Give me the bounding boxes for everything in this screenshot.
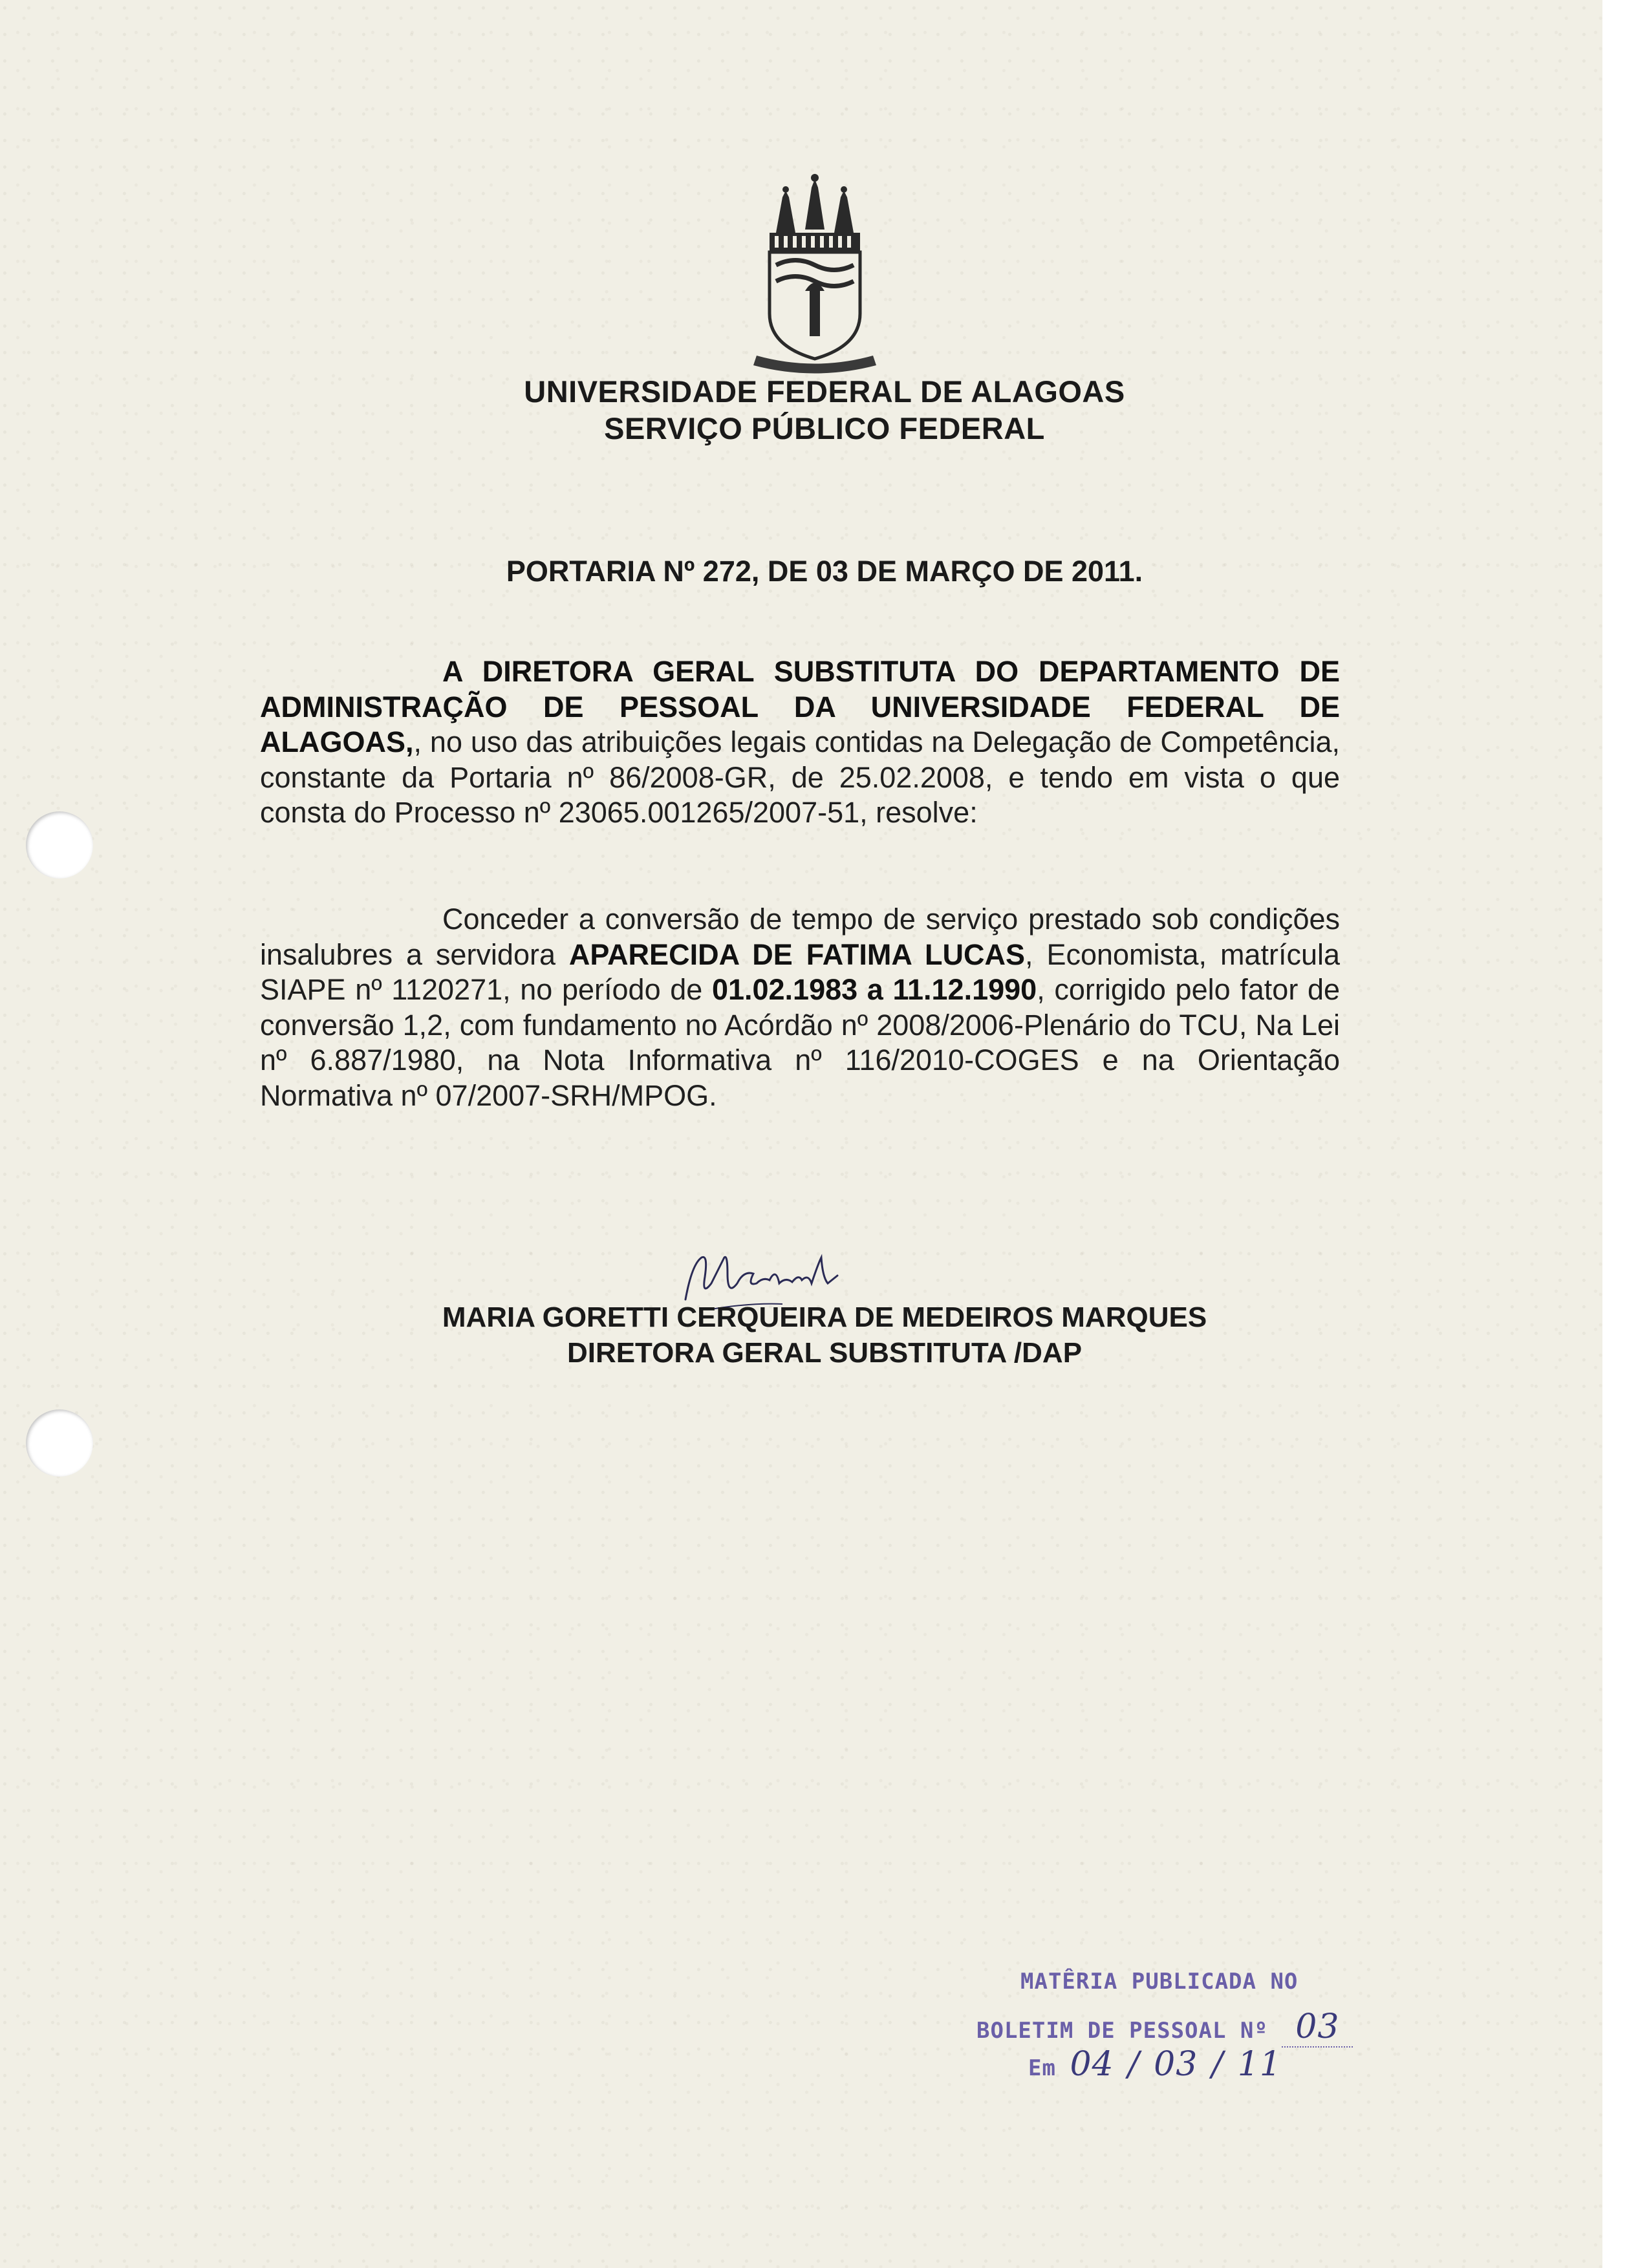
stamp-line-1: MATÊRIA PUBLICADA NO — [1020, 1969, 1299, 1995]
stamp-slash-2: / — [1211, 2045, 1224, 2084]
stamp-day: 04 — [1070, 2045, 1114, 2084]
preamble-text: , no uso das atribuições legais contidas na Delegação de Competência, constante da Portaria nº 86/2008-GR, de 25.02.2008, e tendo em vista o que consta do Processo nº 23065.001265/2007-51, resolve: — [260, 725, 1340, 829]
resolution-text-1: Conceder a conversão de tempo de serviço prestado sob condições insalubres a servidora — [260, 903, 1340, 971]
signatory-name: MARIA GORETTI CERQUEIRA DE MEDEIROS MARQUES — [442, 1301, 1207, 1333]
service-name: SERVIÇO PÚBLICO FEDERAL — [604, 411, 1045, 445]
punch-hole-upper — [26, 811, 93, 879]
punch-hole-lower — [26, 1409, 93, 1477]
stamp-month: 03 — [1154, 2045, 1198, 2084]
preamble-paragraph — [260, 654, 1340, 831]
stamp-line-3 — [1028, 2045, 1282, 2084]
publication-stamp — [976, 1969, 1390, 2098]
stamp-year: 11 — [1237, 2045, 1282, 2084]
servant-name: APARECIDA DE FATIMA LUCAS — [568, 937, 1026, 971]
preamble-authority: A DIRETORA GERAL SUBSTITUTA DO DEPARTAMENTO DE ADMINISTRAÇÃO DE PESSOAL DA UNIVERSIDADE FEDERAL DE ALAGOAS, — [260, 655, 1340, 758]
svg-text:MGoretti: MGoretti — [673, 1238, 675, 1239]
stamp-line-2 — [976, 2007, 1353, 2048]
resolution-text-2: , Economista, matrícula SIAPE nº 1120271, no período de — [260, 937, 1340, 1006]
university-name: UNIVERSIDADE FEDERAL DE ALAGOAS — [524, 374, 1125, 409]
resolution-paragraph — [260, 902, 1340, 1113]
portaria-title: PORTARIA Nº 272, DE 03 DE MARÇO DE 2011. — [506, 555, 1143, 588]
signatory-title: DIRETORA GERAL SUBSTITUTA /DAP — [566, 1337, 1083, 1369]
stamp-boletim-label: BOLETIM DE PESSOAL Nº — [976, 2018, 1268, 2044]
service-period: 01.02.1983 a 11.12.1990 — [711, 973, 1037, 1006]
stamp-date-prefix: Em — [1028, 2055, 1056, 2081]
resolution-text-3: , corrigido pelo fator de conversão 1,2, com fundamento no Acórdão nº 2008/2006-Plenário do TCU, Na Lei nº 6.887/1980, na Nota Informativa nº 116/2010-COGES e na Orientação Normativa nº 07/2007-SRH/MPOG. — [260, 973, 1341, 1112]
stamp-slash-1: / — [1128, 2045, 1140, 2084]
stamp-boletim-number: 03 — [1282, 2007, 1353, 2048]
university-crest-icon — [750, 171, 879, 378]
